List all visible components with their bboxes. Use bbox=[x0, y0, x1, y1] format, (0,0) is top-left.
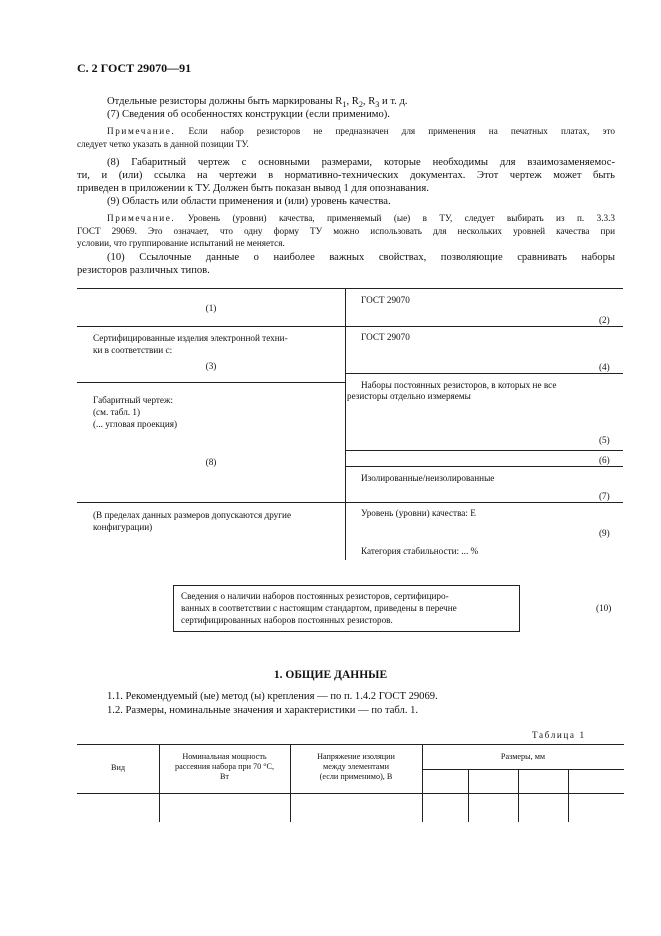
table-col-rule-4 bbox=[468, 769, 469, 822]
col-header-power-3: Вт bbox=[219, 772, 230, 781]
marking-sub-2: 2 bbox=[358, 100, 363, 110]
marking-text: Отдельные резисторы должны быть маркированы R bbox=[107, 96, 343, 107]
marking-sep-1: , R bbox=[346, 96, 359, 107]
form-rule-right-2 bbox=[345, 450, 623, 451]
note-2-line-2: ГОСТ 29069. Это означает, что одну форму ТУ можно использовать для нескольких уровней качества при bbox=[77, 226, 615, 236]
para-1-2: 1.2. Размеры, номинальные значения и характеристики — по табл. 1. bbox=[107, 705, 419, 716]
insulation-type: Изолированные/неизолированные bbox=[361, 473, 495, 483]
form-rule-2 bbox=[77, 502, 623, 503]
para-1-1: 1.1. Рекомендуемый (ые) метод (ы) крепления — по п. 1.4.2 ГОСТ 29069. bbox=[107, 691, 438, 702]
drawing-line-2: (см. табл. 1) bbox=[93, 407, 141, 417]
form-cell-8: (8) bbox=[205, 457, 217, 467]
item-8-line-3: приведен в приложении к ТУ. Должен быть показан вывод 1 для опознавания. bbox=[77, 183, 429, 194]
col-header-dims: Размеры, мм bbox=[500, 752, 546, 761]
cert-line-1: Сертифицированные изделия электронной техни- bbox=[93, 333, 288, 343]
form-cell-1: (1) bbox=[205, 303, 217, 313]
certification-box bbox=[173, 585, 520, 632]
form-cell-6: (6) bbox=[599, 455, 610, 465]
col-header-voltage-3: (если применимо), В bbox=[319, 772, 393, 781]
col-header-power-1: Номинальная мощность bbox=[182, 752, 267, 761]
drawing-line-1: Габаритный чертеж: bbox=[93, 395, 173, 405]
col-header-power-2: рассеяния набора при 70 °С, bbox=[174, 762, 275, 771]
cert-box-line-2: ванных в соответствии с настоящим стандартом, приведены в перечне bbox=[181, 603, 457, 613]
table-col-rule-5 bbox=[518, 769, 519, 822]
dims-note-line-1: (В пределах данных размеров допускаются другие bbox=[93, 510, 292, 520]
note-1-line-2: следует четко указать в данной позиции ТУ. bbox=[77, 139, 249, 149]
form-center-rule bbox=[345, 288, 346, 560]
item-9: (9) Область или области применения и (или) уровень качества. bbox=[107, 196, 391, 207]
form-cell-4: (4) bbox=[599, 362, 610, 372]
marking-tail: и т. д. bbox=[379, 96, 408, 107]
marking-sub-1: 1 bbox=[342, 100, 347, 110]
item-10-line-1: (10) Ссылочные данные о наиболее важных свойствах, позволяющие сравнивать наборы bbox=[107, 252, 615, 263]
gost-ref-2: ГОСТ 29070 bbox=[361, 332, 410, 342]
table-col-rule-6 bbox=[568, 769, 569, 822]
note-1-text: Если набор резисторов не предназначен для применения на печатных платах, это bbox=[175, 126, 615, 136]
col-header-type: Вид bbox=[110, 763, 125, 772]
form-cell-3: (3) bbox=[205, 361, 217, 371]
cert-box-ref: (10) bbox=[596, 603, 612, 613]
note-1-line-1 bbox=[107, 125, 615, 137]
item-10-line-2: резисторов различных типов. bbox=[77, 265, 210, 276]
dims-note-line-2: конфигурации) bbox=[93, 522, 153, 532]
drawing-line-3: (... угловая проекция) bbox=[93, 419, 178, 429]
quality-level: Уровень (уровни) качества: Е bbox=[361, 508, 476, 518]
page-header: С. 2 ГОСТ 29070—91 bbox=[77, 61, 192, 75]
col-header-voltage-2: между элементами bbox=[323, 762, 389, 771]
form-rule-right-3 bbox=[345, 466, 623, 467]
item-8-line-1: (8) Габаритный чертеж с основными размерами, которые необходимы для взаимозаменяемос- bbox=[107, 157, 615, 168]
item-7: (7) Сведения об особенностях конструкции (если применимо). bbox=[107, 109, 390, 120]
cert-box-line-3: сертифицированных наборов постоянных резисторов. bbox=[181, 615, 393, 625]
note-1-label: Примечание. bbox=[107, 126, 176, 136]
table-caption: Таблица 1 bbox=[532, 730, 586, 740]
form-rule-right-1 bbox=[345, 373, 623, 374]
form-cell-9: (9) bbox=[599, 528, 610, 538]
stability-category: Категория стабильности: ... % bbox=[361, 546, 479, 556]
sets-line-2: резисторы отдельно измеряемы bbox=[347, 391, 471, 401]
cert-box-line-1: Сведения о наличии наборов постоянных резисторов, сертифициро- bbox=[181, 591, 449, 601]
col-header-voltage-1: Напряжение изоляции bbox=[317, 752, 395, 761]
form-cell-7: (7) bbox=[599, 491, 610, 501]
note-2-line-3: условии, что группирование испытаний не меняется. bbox=[77, 238, 285, 248]
section-title: 1. ОБЩИЕ ДАННЫЕ bbox=[273, 669, 388, 681]
note-2-text: Уровень (уровни) качества, применяемый (ые) в ТУ, следует выбирать из п. 3.3.3 bbox=[175, 213, 615, 223]
form-cell-5: (5) bbox=[599, 435, 610, 445]
gost-ref-1: ГОСТ 29070 bbox=[361, 295, 410, 305]
form-cell-2: (2) bbox=[599, 315, 610, 325]
form-rule-left-1 bbox=[77, 382, 345, 383]
table-dims-rule bbox=[422, 769, 624, 770]
note-2-label: Примечание. bbox=[107, 213, 176, 223]
note-2-line-1 bbox=[107, 212, 615, 224]
item-8-line-2: ти, и (или) ссылка на чертежи в нормативно-технических документах. Этот чертеж может быть bbox=[77, 170, 615, 181]
marking-sep-2: , R bbox=[362, 96, 376, 107]
marking-sub-3: 3 bbox=[375, 100, 380, 110]
cert-line-2: ки в соответствии с: bbox=[93, 345, 173, 355]
sets-line-1: Наборы постоянных резисторов, в которых не все bbox=[361, 380, 557, 390]
form-rule-1 bbox=[77, 326, 623, 327]
form-top-rule bbox=[77, 288, 623, 289]
